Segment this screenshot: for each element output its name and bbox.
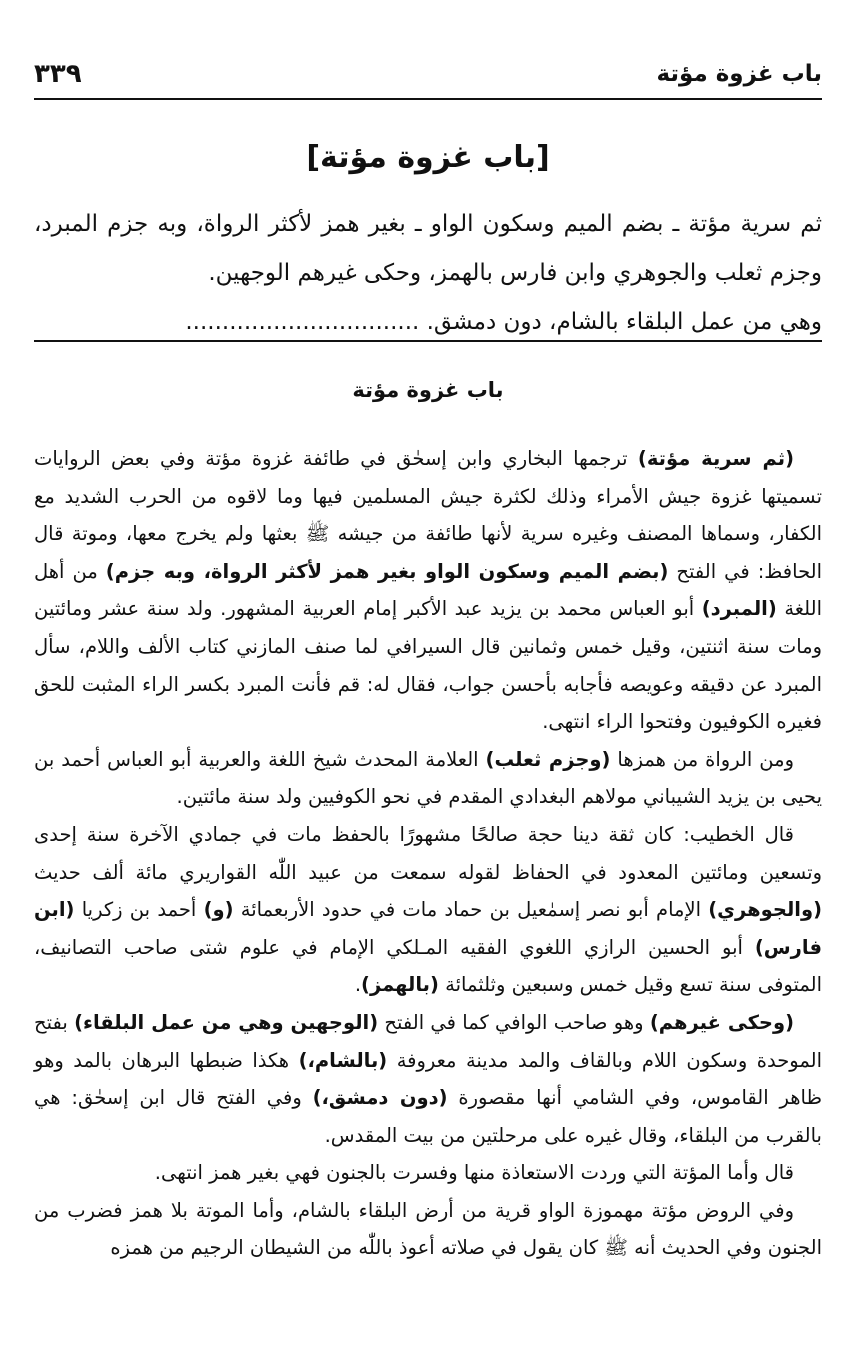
commentary-paragraph: قال وأما المؤتة التي وردت الاستعاذة منها وفسرت بالجنون فهي بغير همز انتهى. xyxy=(154,1161,794,1185)
main-text-paragraph: ثم سرية مؤتة ـ بضم الميم وسكون الواو ـ بغير همز لأكثر الرواة، وبه جزم المبرد، وجزم ثعلب والجوهري وابن فارس بالهمز، وحكى غيرهم الوجهين. xyxy=(34,211,822,286)
quoted-phrase: (بالشام،) xyxy=(298,1048,388,1072)
quoted-phrase: (و) xyxy=(203,898,234,922)
page-number: ٣٣٩ xyxy=(34,59,82,89)
main-text-line: وهي من عمل البلقاء بالشام، دون دمشق. xyxy=(426,309,822,335)
commentary-span: الإمام أبو نصر إسمٰعيل بن حماد مات في حدود الأربعمائة xyxy=(233,898,709,922)
commentary-span: أبو العباس محمد بن يزيد عبد الأكبر إمام العربية المشهور. ولد سنة عشر ومائتين ومات سنة اثنتين، وقيل خمس وثمانين قال السيرافي لما صنف المازني كتاب الألف واللام، سأل المبرد عن دقيقه وعويصه فأجابه بأحسن جواب، فقال له: قم فأنت المبرد بكسر الراء المثبت للحق فغيره الكوفيون وفتحوا الراء انتهى. xyxy=(34,597,822,734)
quoted-phrase: (وجزم ثعلب) xyxy=(485,747,611,771)
quoted-phrase: (بضم الميم وسكون الواو بغير همز لأكثر الرواة، وبه جزم) xyxy=(105,559,669,583)
quoted-phrase: (المبرد) xyxy=(701,597,777,621)
main-text xyxy=(34,200,822,347)
quoted-phrase: (دون دمشق،) xyxy=(312,1086,448,1110)
commentary-span: هكذا ضبطها البرهان بالمد وهو ظاهر القاموس، وفي الشامي أنها مقصورة xyxy=(34,1048,822,1110)
commentary-text xyxy=(34,440,822,1267)
commentary-span: . xyxy=(354,973,362,997)
running-title: باب غزوة مؤتة xyxy=(656,61,822,87)
quoted-phrase: (وحكى غيرهم) xyxy=(649,1010,794,1034)
quoted-phrase: (ثم سرية مؤتة) xyxy=(637,447,794,470)
section-divider xyxy=(34,340,822,342)
quoted-phrase: (الوجهين وهي من عمل البلقاء) xyxy=(74,1010,379,1034)
quoted-phrase: (ابن فارس) xyxy=(34,898,822,959)
commentary-span: بفتح الموحدة وسكون اللام وبالقاف والمد مدينة معروفة xyxy=(34,1010,822,1072)
quoted-phrase: (بالهمز) xyxy=(361,973,439,997)
page-header xyxy=(34,52,822,96)
commentary-span: ترجمها البخاري وابن إسحٰق في طائفة غزوة مؤتة وفي بعض الروايات تسميتها غزوة جيش الأمراء وذلك لكثرة جيش المسلمين فيها وما لاقوه من الحرب الشديد مع الكفار، وسماها المصنف وغيره سرية لأنها طائفة من جيشه ﷺ بعثها ولم يخرج معها، وموتة قال الحافظ: في الفتح xyxy=(34,447,823,583)
commentary-paragraph xyxy=(34,741,822,816)
commentary-span: من أهل اللغة xyxy=(34,559,822,621)
chapter-title: [باب غزوة مؤتة] xyxy=(306,140,550,175)
header-rule xyxy=(34,98,822,100)
commentary-paragraph xyxy=(34,440,822,741)
commentary-span: وهو صاحب الوافي كما في الفتح xyxy=(378,1010,650,1034)
commentary-paragraph: وفي الروض مؤتة مهموزة الواو قرية من أرض البلقاء بالشام، وأما الموتة بلا همز فضرب من الجنون وفي الحديث أنه ﷺ كان يقول في صلاته أعوذ باللّٰه من الشيطان الرجيم من همزه xyxy=(34,1198,822,1260)
quoted-phrase: (والجوهري) xyxy=(708,898,823,922)
commentary-title: باب غزوة مؤتة xyxy=(352,378,504,402)
commentary-span: العلامة المحدث شيخ اللغة والعربية أبو العباس أحمد بن يحيى بن يزيد الشيباني مولاهم البغدادي المقدم في نحو الكوفيين ولد سنة مائتين. xyxy=(34,747,822,809)
commentary-span: وفي الفتح قال ابن إسحٰق: هي بالقرب من البلقاء، وقال غيره على مرحلتين من بيت المقدس. xyxy=(34,1086,822,1147)
commentary-span: قال الخطيب: كان ثقة دينا حجة صالحًا مشهورًا بالحفظ مات في جمادي الآخرة سنة إحدى وتسعين ومائتين المعدود في الحفاظ لقوله سمعت من عبيد اللّٰه القواريري مائة ألف حديث xyxy=(34,822,822,884)
commentary-span: أحمد بن زكريا xyxy=(74,898,204,922)
commentary-paragraph xyxy=(34,816,822,1004)
dotted-leader: ................................ xyxy=(185,309,420,335)
commentary-span: أبو الحسين الرازي اللغوي الفقيه المـلكي الإمام في علوم شتى صاحب التصانيف، المتوفى سنة تسع وقيل خمس وسبعين وثلثمائة xyxy=(34,935,822,997)
commentary-span: ومن الرواة من همزها xyxy=(610,747,794,771)
commentary-paragraph xyxy=(34,1004,822,1154)
